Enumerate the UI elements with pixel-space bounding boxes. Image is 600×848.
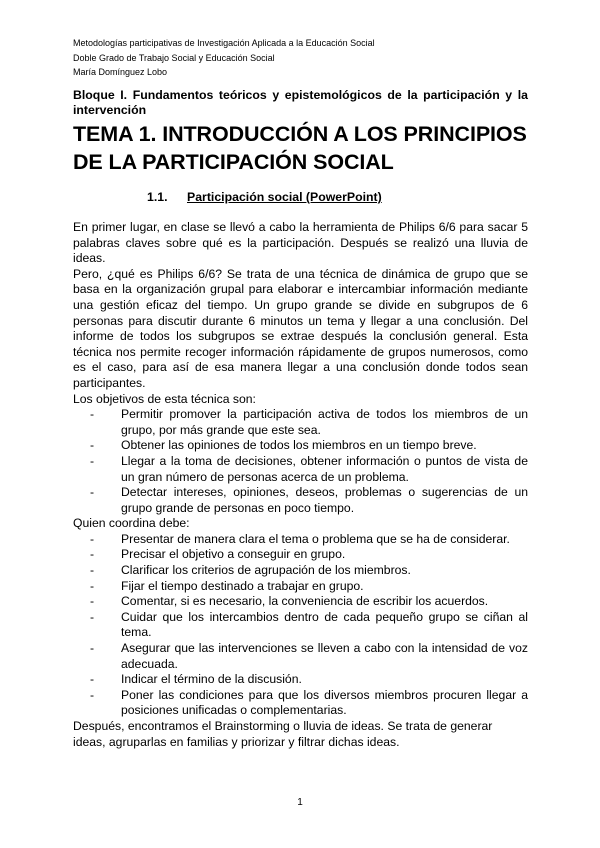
bullet-dash: - [90,594,95,609]
bullet-dash: - [90,609,95,624]
objetivos-intro: Los objetivos de esta técnica son: [73,391,256,406]
list-item: - Clarificar los criterios de agrupación de los miembros. [90,563,411,578]
bullet-dash: - [90,641,95,656]
list-item: - Llegar a la toma de decisiones, obtener información o puntos de vista de un gran número de personas acerca de un problema. [90,453,528,484]
page-number: 1 [297,797,303,808]
section-number: 1.1. [147,190,168,204]
paragraph-philips: Pero, ¿qué es Philips 6/6? Se trata de una técnica de dinámica de grupo que se basa en la organización grupal para elaborar e intercambiar información mediante una gestión eficaz del tiempo. Un grupo grande se divide en subgrupos de 6 personas para discutir durante 6 minutos un tema y llegar a una conclusión. Del informe de todos los subgrupos se extrae después la conclusión general. Esta técnica nos permite recoger información rápidamente de grupos numerosos, como es el caso, para así de esa manera llegar a una conclusión donde todos sean participantes. [73,266,528,390]
header-author: María Domínguez Lobo [73,67,168,77]
chapter-title: TEMA 1. INTRODUCCIÓN A LOS PRINCIPIOS DE LA PARTICIPACIÓN SOCIAL [73,122,527,174]
header-course: Metodologías participativas de Investigación Aplicada a la Educación Social [73,38,375,48]
list-item: - Precisar el objetivo a conseguir en grupo. [90,547,346,562]
bullet-dash: - [90,563,95,578]
bullet-dash: - [90,407,95,422]
list-item: - Fijar el tiempo destinado a trabajar en grupo. [90,578,364,593]
list-item: - Detectar intereses, opiniones, deseos, problemas o sugerencias de un grupo grande de personas en poco tiempo. [90,485,528,515]
paragraph-brainstorming: Después, encontramos el Brainstorming o lluvia de ideas. Se trata de generar ideas, agruparlas en familias y priorizar y filtrar dichas ideas. [73,719,493,749]
section-title: Participación social (PowerPoint) [187,190,382,204]
section-heading [147,190,382,204]
bullet-dash: - [90,672,95,687]
bullet-dash: - [90,438,95,453]
coordina-list [73,532,528,719]
list-item: - Indicar el término de la discusión. [90,672,302,687]
list-item: - Comentar, si es necesario, la conveniencia de escribir los acuerdos. [90,594,489,609]
list-item: - Cuidar que los intercambios dentro de cada pequeño grupo se ciñan al tema. [90,609,528,640]
header-degree: Doble Grado de Trabajo Social y Educación Social [73,52,275,63]
list-item: - Permitir promover la participación activa de todos los miembros de un grupo, por más grande que este sea. [90,407,528,437]
bullet-dash: - [90,531,95,546]
list-item: - Poner las condiciones para que los diversos miembros procuren llegar a posiciones unificadas o complementarias. [90,687,528,718]
bullet-dash: - [90,687,95,702]
objetivos-list [73,407,528,516]
paragraph-intro: En primer lugar, en clase se llevó a cabo la herramienta de Philips 6/6 para sacar 5 palabras claves sobre qué es la participación. Después se realizó una lluvia de ideas. [73,220,528,266]
running-header [73,36,375,80]
coordina-intro: Quien coordina debe: [73,516,190,531]
list-item: - Obtener las opiniones de todos los miembros en un tiempo breve. [90,438,477,453]
block-heading: Bloque I. Fundamentos teóricos y epistemológicos de la participación y la intervención [73,88,528,117]
bullet-dash: - [90,547,95,562]
body-text [73,220,528,750]
list-item: - Presentar de manera clara el tema o problema que se ha de considerar. [90,531,510,546]
bullet-dash: - [90,453,95,468]
list-item: - Asegurar que las intervenciones se lleven a cabo con la intensidad de voz adecuada. [90,641,528,671]
bullet-dash: - [90,485,95,500]
bullet-dash: - [90,578,95,593]
